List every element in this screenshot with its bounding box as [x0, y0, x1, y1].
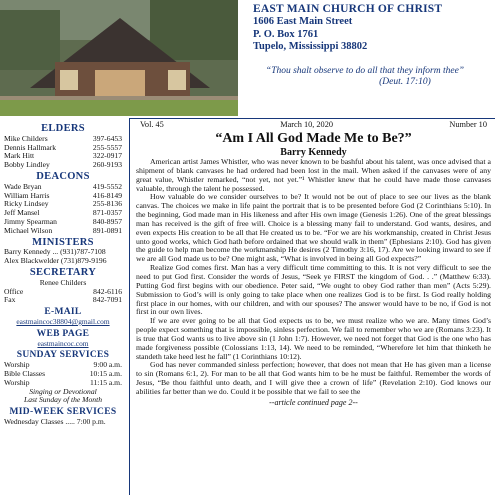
continued-note: --article continued page 2--	[269, 397, 358, 407]
sunday-note: Singing or Devotional	[29, 386, 97, 396]
web-heading: WEB PAGE	[36, 328, 90, 339]
motto	[240, 66, 490, 88]
paragraph: God has never commanded sinless perfection; however, that does not mean that He has given man a license to sin (Romans 6:1, 2). For man to be all that God wants him to be he must be faithful. Remember the words of Jesus, “Be thou faithful unto death, and I will give thee a crown of life” (Revelation 2:10). God knows our abilities far better than we do. Could it be possible that we fail to see the	[136, 360, 491, 396]
header-divider	[129, 118, 495, 119]
secretary-name: Renee Childers	[39, 277, 87, 287]
office-row: Office 842-6116	[4, 286, 122, 296]
email-link[interactable]: eastmaincoc38804@gmail.com	[16, 316, 110, 326]
deacon-row: Wade Bryan 419-5552	[4, 181, 122, 191]
column-divider	[129, 118, 130, 495]
web-link[interactable]: eastmaincoc.com	[37, 338, 89, 348]
article-body	[134, 158, 493, 397]
ministers-heading: MINISTERS	[32, 236, 94, 248]
volume: Vol. 45	[140, 120, 164, 129]
motto-text: “Thou shalt observe to do all that they inform thee”	[265, 66, 465, 76]
church-photo	[0, 0, 238, 116]
service-row: Worship 9:00 a.m.	[4, 360, 122, 370]
deacon-row: Ricky Lindsey 255-8136	[4, 199, 122, 209]
article-title: “Am I All God Made Me to Be?”	[215, 131, 412, 146]
elders-heading: ELDERS	[41, 123, 85, 134]
bulletin-article	[134, 120, 493, 495]
sidebar	[0, 122, 126, 495]
email-heading: E-MAIL	[44, 307, 82, 318]
paragraph: If we are ever going to be all that God expects us to be, we must realize who we are. Many times God’s people expect something that is impossible, sinless perfection. We fail to remember who we are (Romans 3:23). It is true that God wants us to live above sin (1 John 1:7). However, we need not forget that God is the one who has made forgiveness possible (Colossians 1:13, 14). We need to be reminded, “Wherefore let him that thinketh he standeth take heed lest he fall” (1 Corinthians 10:12).	[136, 316, 491, 361]
city-state: Tupelo, Mississippi 38802	[253, 41, 368, 52]
issue-date: March 10, 2020	[280, 120, 334, 129]
motto-reference: (Deut. 17:10)	[379, 77, 431, 87]
minister-row: Alex Blackwelder (731)879-9196	[4, 256, 107, 266]
paragraph: Realize God comes first. Man has a very difficult time committing to this. It is not very difficult to see the need to put God first. Consider the words of Jesus, “Seek ye FIRST the kingdom of God. . .” (Matthew 6:33). Putting God first begins with our obedience. Peter said, “We ought to obey God rather than men” (Acts 5:29). Submission to God’s will is only going to take place when one realizes God is to be first. Is God really holding first place in our homes, with our children, and with our spouses? The answer would have to be no, if God is not first in our own lives.	[136, 263, 491, 317]
sunday-note: Last Sunday of the Month	[23, 395, 103, 405]
paragraph: American artist James Whistler, who was never known to be bashful about his talent, was once advised that a shipment of blank canvases he had ordered had been lost in the mail. When asked if the canvases were of any great value, Whistler remarked, “not yet, not yet.”¹ Whistler knew that he could have made those canvases valuable, through the talent he possessed.	[136, 157, 491, 193]
church-header	[253, 3, 493, 54]
fax-row: Fax 842-7091	[4, 295, 122, 305]
service-row: Bible Classes 10:15 a.m.	[4, 368, 122, 378]
issue-number: Number 10	[449, 120, 487, 129]
church-name: EAST MAIN CHURCH OF CHRIST	[253, 3, 443, 15]
secretary-heading: SECRETARY	[29, 266, 97, 278]
minister-row: Barry Kennedy ... (931)787-7108	[4, 247, 106, 257]
po-box: P. O. Box 1761	[253, 28, 319, 40]
paragraph: How valuable do we consider ourselves to be? It would not be out of place to see our lives as the blank canvas. The choices we make in life paint the portrait that is to be presented before God (2 Corinthians 5:10). In the beginning, God made man in His likeness and after His own image (Genesis 1:26). One of the great blessings man has received is the gift of free will. Choice is a blessing many fail to understand. God wants, desires, and even expects His creation to be all that He created us to be. “For we are his workmanship, created in Christ Jesus unto good works, which God hath before ordained that we should walk in them” (Ephesians 2:10). God has given the guide to help man become the workmanship He desires (2 Timothy 3:16, 17). Are we looking inward to see if we are all God made us to be? One might ask, “What is involved in being all God expects?”	[136, 192, 491, 264]
elder-row: Mark Hitt 322-0917	[4, 151, 122, 161]
elder-row: Bobby Lindley 260-9193	[4, 160, 122, 170]
midweek-heading: MID-WEEK SERVICES	[9, 407, 117, 418]
midweek-row: Wednesday Classes ..... 7:00 p.m.	[4, 416, 106, 426]
deacon-row: Jeff Mansel 871-0357	[4, 208, 122, 218]
deacon-row: Jimmy Spearman 840-8957	[4, 216, 122, 226]
service-row: Worship 11:15 a.m.	[4, 377, 122, 387]
article-author: Barry Kennedy	[280, 147, 347, 158]
deacon-row: William Harris 416-8149	[4, 190, 122, 200]
deacons-heading: DEACONS	[36, 170, 90, 182]
deacon-row: Michael Wilson 891-0891	[4, 225, 122, 235]
issue-line	[134, 120, 493, 130]
elder-row: Dennis Hallmark 255-5557	[4, 142, 122, 152]
elder-row: Mike Childers 397-6453	[4, 133, 122, 143]
sunday-heading: SUNDAY SERVICES	[16, 350, 110, 361]
street-address: 1606 East Main Street	[253, 16, 353, 27]
